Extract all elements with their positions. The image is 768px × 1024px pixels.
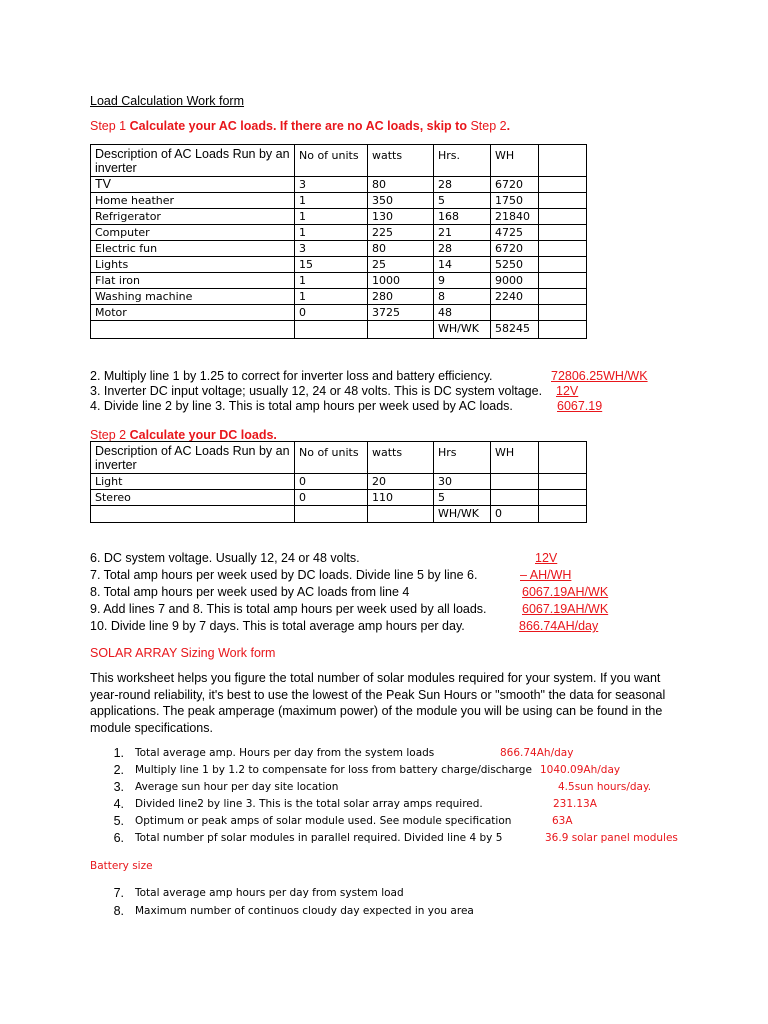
page-title: Load Calculation Work form (90, 94, 245, 108)
dc-line-7-value: – AH/WH (520, 568, 572, 582)
dc-line-9: 9. Add lines 7 and 8. This is total amp hours per week used by all loads. (90, 602, 487, 616)
step1-end: . (506, 119, 511, 133)
table-cell: 0 (295, 490, 368, 506)
table-cell: 9 (434, 273, 491, 289)
ac-table-header-row (91, 145, 587, 177)
ac-line-3: 3. Inverter DC input voltage; usually 12, 24 or 48 volts. This is DC system voltage. (90, 384, 543, 398)
table-cell: 110 (368, 490, 434, 506)
step2-heading (90, 428, 277, 442)
battery-heading: Battery size (90, 860, 153, 872)
table-cell (295, 506, 368, 523)
dc-line-9-value: 6067.19AH/WK (522, 602, 609, 616)
ac-line-4-value: 6067.19 (557, 399, 603, 413)
dc-line-6-value: 12V (535, 551, 558, 565)
table-cell (91, 506, 295, 523)
table-cell (539, 289, 587, 305)
solar-paragraph: This worksheet helps you figure the total number of solar modules required for your system. If you want year-round reliability, it's best to use the lowest of the Peak Sun Hours or "smooth" the data for seasonal applications. The peak amperage (maximum power) of the module you will be using can be found in the module specifications. (90, 671, 666, 735)
table-cell: 30 (434, 474, 491, 490)
table-cell (539, 225, 587, 241)
step2-prefix: Step 2 (90, 428, 130, 442)
table-row (91, 289, 587, 305)
table-row (91, 490, 587, 506)
table-row (91, 305, 587, 321)
table-cell (539, 305, 587, 321)
ac-header-empty (539, 145, 587, 177)
ac-total-row (91, 321, 587, 339)
ac-line-2: 2. Multiply line 1 by 1.25 to correct for inverter loss and battery efficiency. (90, 369, 493, 383)
dc-line-10: 10. Divide line 9 by 7 days. This is total average amp hours per day. (90, 619, 465, 633)
solar-item-6-value: 36.9 solar panel modules (545, 832, 678, 844)
dc-total-label: WH/WK (434, 506, 491, 523)
dc-line-6: 6. DC system voltage. Usually 12, 24 or 48 volts. (90, 551, 360, 565)
step1-prefix: Step 1 (90, 119, 130, 133)
table-cell: 0 (295, 305, 368, 321)
table-cell: 8 (434, 289, 491, 305)
table-cell (491, 474, 539, 490)
solar-item-4-text: Divided line2 by line 3. This is the total solar array amps required. (135, 798, 483, 810)
dc-table-header-row (91, 442, 587, 474)
table-cell: 80 (368, 241, 434, 257)
dc-total-value: 0 (491, 506, 539, 523)
battery-item-8-text: Maximum number of continuos cloudy day expected in you area (135, 905, 474, 917)
table-cell: Stereo (91, 490, 295, 506)
solar-item-4-value: 231.13A (553, 798, 597, 810)
table-row (91, 241, 587, 257)
table-cell (539, 273, 587, 289)
ac-line-2-value: 72806.25WH/WK (551, 369, 648, 383)
ac-header-hrs: Hrs. (434, 145, 491, 177)
table-cell: Motor (91, 305, 295, 321)
solar-item-3-text: Average sun hour per day site location (135, 781, 339, 793)
table-cell: 1 (295, 289, 368, 305)
table-cell: 21840 (491, 209, 539, 225)
table-cell: 80 (368, 177, 434, 193)
ac-total-label: WH/WK (434, 321, 491, 339)
step1-heading (90, 119, 510, 133)
table-cell: 14 (434, 257, 491, 273)
dc-header-hrs: Hrs (434, 442, 491, 474)
solar-item-2-number: 2. (113, 763, 124, 777)
solar-item-1-text: Total average amp. Hours per day from the system loads (135, 747, 435, 759)
table-row (91, 209, 587, 225)
table-cell: 350 (368, 193, 434, 209)
table-cell (539, 177, 587, 193)
table-cell (539, 257, 587, 273)
table-cell: 20 (368, 474, 434, 490)
table-cell: 1750 (491, 193, 539, 209)
table-cell: Flat iron (91, 273, 295, 289)
solar-item-6-text: Total number pf solar modules in parallel required. Divided line 4 by 5 (135, 832, 503, 844)
table-cell: 168 (434, 209, 491, 225)
dc-line-8-value: 6067.19AH/WK (522, 585, 609, 599)
table-cell: 15 (295, 257, 368, 273)
dc-header-description: Description of AC Loads Run by an inverter (91, 442, 295, 474)
solar-item-5-value: 63A (552, 815, 573, 827)
table-cell: 1 (295, 209, 368, 225)
table-cell (491, 305, 539, 321)
table-cell: 1000 (368, 273, 434, 289)
ac-header-wh: WH (491, 145, 539, 177)
table-cell (539, 506, 587, 523)
table-row (91, 177, 587, 193)
table-cell: 25 (368, 257, 434, 273)
table-cell: Computer (91, 225, 295, 241)
table-cell (539, 490, 587, 506)
table-cell: 280 (368, 289, 434, 305)
table-cell: 4725 (491, 225, 539, 241)
table-cell: 3 (295, 241, 368, 257)
table-row (91, 474, 587, 490)
table-cell: 21 (434, 225, 491, 241)
table-cell: Electric fun (91, 241, 295, 257)
table-cell: Light (91, 474, 295, 490)
ac-header-units: No of units (295, 145, 368, 177)
table-cell (91, 321, 295, 339)
solar-item-5-text: Optimum or peak amps of solar module used. See module specification (135, 815, 512, 827)
table-cell (539, 193, 587, 209)
ac-loads-table (90, 144, 587, 339)
table-cell (539, 321, 587, 339)
table-cell: 130 (368, 209, 434, 225)
table-cell: Washing machine (91, 289, 295, 305)
table-cell: 28 (434, 177, 491, 193)
table-cell (539, 474, 587, 490)
dc-header-units: No of units (295, 442, 368, 474)
solar-item-6-number: 6. (113, 831, 124, 845)
table-cell: 5250 (491, 257, 539, 273)
ac-total-value: 58245 (491, 321, 539, 339)
dc-line-8: 8. Total amp hours per week used by AC loads from line 4 (90, 585, 410, 599)
table-row (91, 225, 587, 241)
table-cell: 28 (434, 241, 491, 257)
table-cell: Lights (91, 257, 295, 273)
table-cell (368, 506, 434, 523)
table-cell: 5 (434, 193, 491, 209)
table-cell: 2240 (491, 289, 539, 305)
table-cell: 6720 (491, 177, 539, 193)
table-cell: 9000 (491, 273, 539, 289)
table-cell (539, 209, 587, 225)
solar-item-1-value: 866.74Ah/day (500, 747, 574, 759)
ac-line-3-value: 12V (556, 384, 579, 398)
table-cell (491, 490, 539, 506)
step1-text: Calculate your AC loads. If there are no AC loads, skip to (129, 119, 467, 133)
table-row (91, 257, 587, 273)
solar-item-1-number: 1. (113, 746, 124, 760)
solar-item-2-text: Multiply line 1 by 1.2 to compensate for loss from battery charge/discharge (135, 764, 532, 776)
battery-item-7-number: 7. (113, 886, 124, 900)
solar-item-5-number: 5. (113, 814, 124, 828)
table-cell: 48 (434, 305, 491, 321)
table-cell: 0 (295, 474, 368, 490)
dc-header-empty (539, 442, 587, 474)
ac-header-description: Description of AC Loads Run by an inverter (91, 145, 295, 177)
table-cell: 5 (434, 490, 491, 506)
dc-line-7: 7. Total amp hours per week used by DC loads. Divide line 5 by line 6. (90, 568, 478, 582)
solar-heading: SOLAR ARRAY Sizing Work form (90, 646, 276, 660)
table-row (91, 273, 587, 289)
solar-item-2-value: 1040.09Ah/day (540, 764, 621, 776)
dc-total-row (91, 506, 587, 523)
solar-item-3-number: 3. (113, 780, 124, 794)
solar-item-4-number: 4. (113, 797, 124, 811)
table-cell: Home heather (91, 193, 295, 209)
battery-item-7-text: Total average amp hours per day from system load (135, 887, 404, 899)
table-cell: Refrigerator (91, 209, 295, 225)
table-cell: 1 (295, 193, 368, 209)
ac-line-4: 4. Divide line 2 by line 3. This is total amp hours per week used by AC loads. (90, 399, 513, 413)
table-cell: 3725 (368, 305, 434, 321)
table-cell: 225 (368, 225, 434, 241)
table-cell (539, 241, 587, 257)
dc-loads-table (90, 441, 587, 523)
solar-item-3-value: 4.5sun hours/day. (558, 781, 652, 793)
dc-header-wh: WH (491, 442, 539, 474)
table-cell (295, 321, 368, 339)
step2-text: Calculate your DC loads. (129, 428, 277, 442)
table-cell: 6720 (491, 241, 539, 257)
table-cell: 3 (295, 177, 368, 193)
table-cell: TV (91, 177, 295, 193)
table-row (91, 193, 587, 209)
table-cell: 1 (295, 273, 368, 289)
dc-line-10-value: 866.74AH/day (519, 619, 599, 633)
dc-header-watts: watts (368, 442, 434, 474)
table-cell (368, 321, 434, 339)
table-cell: 1 (295, 225, 368, 241)
battery-item-8-number: 8. (113, 904, 124, 918)
step1-suffix: Step 2 (466, 119, 507, 133)
ac-header-watts: watts (368, 145, 434, 177)
